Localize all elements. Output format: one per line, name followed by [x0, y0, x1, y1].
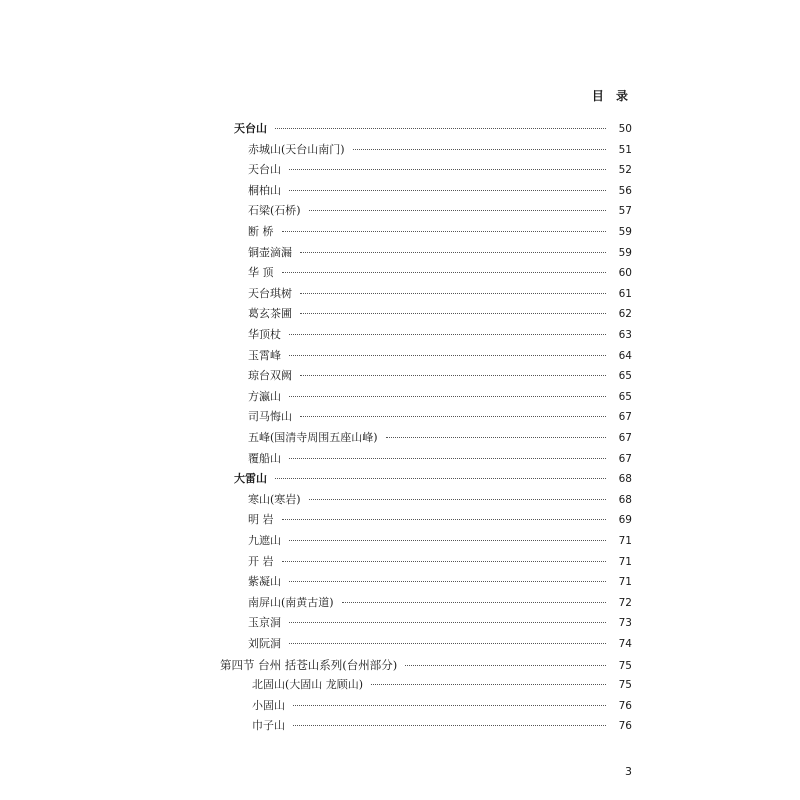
- dot-leader: [289, 458, 606, 459]
- toc-entry-label: 寒山(寒岩): [248, 492, 301, 506]
- dot-leader: [309, 499, 606, 500]
- toc-entry-page: 73: [618, 617, 632, 630]
- toc-entry: [248, 429, 632, 447]
- toc-entry-label: 明 岩: [248, 513, 274, 527]
- toc-entry: [220, 656, 632, 674]
- toc-entry: [248, 511, 632, 529]
- toc-entry: [248, 614, 632, 632]
- toc-entry-label: 北固山(大固山 龙顾山): [252, 678, 364, 692]
- dot-leader: [293, 705, 606, 706]
- toc-entry-label: 小固山: [252, 698, 285, 712]
- toc-entry-page: 71: [618, 576, 632, 589]
- toc-entry: [248, 347, 632, 365]
- dot-leader: [282, 519, 607, 520]
- toc-entry-label: 九遮山: [248, 534, 281, 547]
- toc-entry-page: 68: [618, 473, 632, 486]
- dot-leader: [300, 375, 606, 376]
- dot-leader: [289, 396, 606, 397]
- dot-leader: [289, 169, 606, 170]
- toc-entry-label: 开 岩: [248, 554, 274, 568]
- dot-leader: [300, 313, 606, 314]
- dot-leader: [275, 478, 606, 479]
- toc-entry-page: 75: [618, 679, 632, 692]
- toc-entry-label: 石梁(石桥): [248, 204, 301, 218]
- toc-entry-page: 51: [618, 143, 632, 156]
- toc-entry: [248, 553, 632, 571]
- dot-leader: [353, 149, 606, 150]
- toc-entry: [248, 450, 632, 468]
- toc-entry-label: 天台山: [234, 122, 267, 135]
- dot-leader: [289, 581, 606, 582]
- toc-entry: [248, 594, 632, 612]
- toc-entry-page: 76: [618, 699, 632, 712]
- toc-entry-label: 玉霄峰: [248, 348, 281, 362]
- dot-leader: [300, 416, 606, 417]
- dot-leader: [289, 334, 606, 335]
- toc-entry-label: 司马悔山: [248, 410, 292, 424]
- toc-entry-label: 紫凝山: [248, 575, 281, 589]
- toc-entry: [248, 532, 632, 550]
- page-number: 3: [625, 765, 632, 778]
- toc-entry-label: 第四节 台州 括苍山系列(台州部分): [220, 657, 398, 672]
- toc-entry-label: 天台山: [248, 163, 281, 177]
- dot-leader: [300, 252, 606, 253]
- dot-leader: [275, 128, 606, 129]
- toc-entry-page: 67: [618, 411, 632, 424]
- dot-leader: [342, 602, 606, 603]
- toc-entry: [248, 182, 632, 200]
- toc-entry: [248, 244, 632, 262]
- toc-entry-label: 琼台双阙: [248, 369, 292, 383]
- toc-entry-label: 五峰(国清寺周围五座山峰): [248, 431, 378, 444]
- toc-entry-page: 69: [618, 514, 632, 527]
- dot-leader: [386, 437, 606, 438]
- toc-entry-page: 50: [618, 123, 632, 135]
- toc-entry-page: 74: [618, 638, 632, 650]
- toc-entry: [248, 161, 632, 179]
- dot-leader: [282, 272, 607, 273]
- toc-entry: [248, 573, 632, 591]
- toc-entry-label: 玉京洞: [248, 616, 281, 630]
- dot-leader: [309, 210, 606, 211]
- toc-entry-label: 大雷山: [234, 472, 267, 486]
- toc-entry-page: 60: [618, 267, 632, 280]
- toc-entry: [248, 388, 632, 406]
- toc-entry-page: 76: [618, 720, 632, 733]
- toc-entry: [248, 367, 632, 385]
- dot-leader: [293, 725, 606, 726]
- toc-entry: [248, 326, 632, 344]
- dot-leader: [300, 293, 606, 294]
- toc-entry: [248, 491, 632, 509]
- dot-leader: [289, 643, 606, 644]
- toc-entry-label: 南屏山(南黄古道): [248, 595, 334, 609]
- dot-leader: [282, 231, 607, 232]
- toc-entry-page: 67: [618, 452, 632, 465]
- dot-leader: [289, 540, 606, 541]
- toc-entry-page: 57: [618, 205, 632, 218]
- toc-entry: [248, 408, 632, 426]
- toc-entry: [252, 717, 632, 735]
- toc-entry-page: 71: [618, 555, 632, 568]
- toc-entry-label: 赤城山(天台山南门): [248, 142, 345, 156]
- toc-entry-page: 52: [618, 164, 632, 177]
- toc-entry-page: 68: [618, 493, 632, 506]
- toc-entry-page: 59: [618, 226, 632, 238]
- toc-entry: [248, 635, 632, 653]
- toc-entry-page: 59: [618, 246, 632, 259]
- toc-entry-page: 72: [618, 596, 632, 609]
- toc-entry-label: 覆船山: [248, 451, 281, 465]
- toc-entry-label: 铜壶滴漏: [248, 245, 292, 259]
- toc-entry: [234, 470, 632, 488]
- toc-entry-page: 67: [618, 432, 632, 444]
- toc-entry-label: 华顶杖: [248, 328, 281, 341]
- toc-entry-page: 63: [618, 329, 632, 341]
- toc-entry-label: 刘阮洞: [248, 637, 281, 650]
- toc-entry-page: 71: [618, 535, 632, 547]
- toc-entry-label: 断 桥: [248, 225, 274, 238]
- toc-entry-page: 61: [618, 287, 632, 300]
- toc-entry-label: 华 顶: [248, 266, 274, 280]
- toc-entry: [234, 120, 632, 138]
- toc-entry-page: 62: [618, 308, 632, 321]
- toc-entry: [248, 141, 632, 159]
- page-header-title: 目 录: [591, 89, 632, 103]
- toc-entry: [248, 264, 632, 282]
- toc-entry-label: 葛玄茶圃: [248, 307, 292, 321]
- toc-entry-page: 65: [618, 390, 632, 403]
- dot-leader: [289, 190, 606, 191]
- toc-entry: [248, 305, 632, 323]
- dot-leader: [282, 561, 607, 562]
- dot-leader: [289, 355, 606, 356]
- toc-entry: [248, 223, 632, 241]
- dot-leader: [371, 684, 606, 685]
- toc-entry-label: 天台琪树: [248, 286, 292, 300]
- toc-entry-label: 方瀛山: [248, 389, 281, 403]
- dot-leader: [405, 665, 606, 666]
- toc-entry: [252, 676, 632, 694]
- toc-entry-page: 56: [618, 184, 632, 197]
- toc-entry-label: 桐柏山: [248, 183, 281, 197]
- toc-entry: [252, 697, 632, 715]
- toc-entry-page: 75: [618, 659, 632, 672]
- toc-entry: [248, 202, 632, 220]
- toc-entry-label: 巾子山: [252, 719, 285, 733]
- toc-entry-page: 64: [618, 349, 632, 362]
- toc-entry-page: 65: [618, 370, 632, 383]
- toc-entry: [248, 285, 632, 303]
- dot-leader: [289, 622, 606, 623]
